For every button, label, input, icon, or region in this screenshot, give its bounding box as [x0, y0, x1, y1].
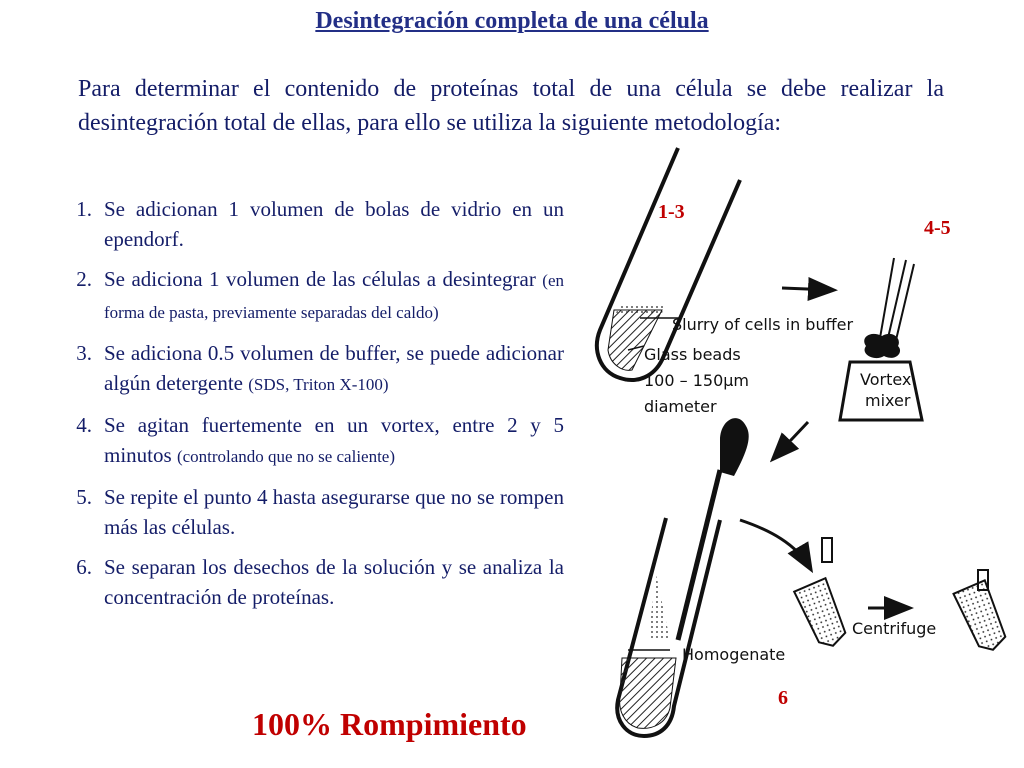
step-item — [44, 482, 564, 542]
step-number: 6. — [76, 555, 92, 579]
step-text: Se adicionan 1 volumen de bolas de vidrio en un ependorf. — [104, 197, 564, 251]
eppendorf-tube-icon — [953, 570, 1008, 656]
intro-paragraph: Para determinar el contenido de proteínas total de una célula se debe realizar la desintegración total de ellas, para ello se utiliza la siguiente metodología: — [78, 76, 944, 136]
glass-beads-label: Glass beads — [644, 345, 741, 364]
step-note: (SDS, Triton X-100) — [248, 375, 389, 394]
step-item — [44, 194, 564, 254]
step-number: 1. — [76, 197, 92, 221]
bead-size-label: 100 – 150μm — [644, 371, 750, 390]
homogenate-label: Homogenate — [682, 645, 786, 664]
step-number: 3. — [76, 341, 92, 365]
step-item — [44, 264, 564, 328]
bead-diameter-label: diameter — [644, 397, 717, 416]
step-number: 4. — [76, 413, 92, 437]
vortex-mixer-icon — [840, 258, 922, 420]
step-text: Se repite el punto 4 hasta asegurarse que no se rompen más las células. — [104, 485, 564, 539]
step-item — [44, 410, 564, 472]
step-marker-4-5: 4-5 — [924, 217, 951, 239]
step-note: (en forma de pasta, previamente separadas del caldo) — [104, 271, 565, 322]
step-note: (controlando que no se caliente) — [176, 447, 396, 466]
mixer-label: mixer — [865, 391, 911, 410]
slide-title: Desintegración completa de una célula — [315, 8, 709, 34]
step-marker-6: 6 — [778, 687, 788, 709]
steps-list — [44, 194, 564, 622]
step-text: Se adiciona 1 volumen de las células a desintegrar — [104, 267, 536, 291]
curved-arrow-icon — [740, 520, 810, 568]
step-text: Se agitan fuertemente en un vortex, entre 2 y 5 minutos — [104, 413, 564, 467]
step-item — [44, 338, 564, 400]
slurry-label: Slurry of cells in buffer — [672, 315, 854, 334]
vortex-label: Vortex — [860, 370, 912, 389]
centrifuge-label: Centrifuge — [852, 619, 937, 638]
arrow-down-left-icon — [774, 422, 808, 458]
homogenate-tube-icon — [617, 418, 785, 736]
step-text: Se adiciona 0.5 volumen de buffer, se puede adicionar algún detergente — [104, 341, 564, 395]
cell-disruption-diagram — [570, 140, 1024, 750]
step-item — [44, 552, 564, 612]
step-number: 2. — [76, 267, 92, 291]
step-number: 5. — [76, 485, 92, 509]
step-text: Se separan los desechos de la solución y se analiza la concentración de proteínas. — [104, 555, 564, 609]
arrow-right-icon — [782, 288, 832, 290]
step-marker-1-3: 1-3 — [658, 201, 685, 223]
result-highlight: 100% Rompimiento — [252, 706, 527, 742]
